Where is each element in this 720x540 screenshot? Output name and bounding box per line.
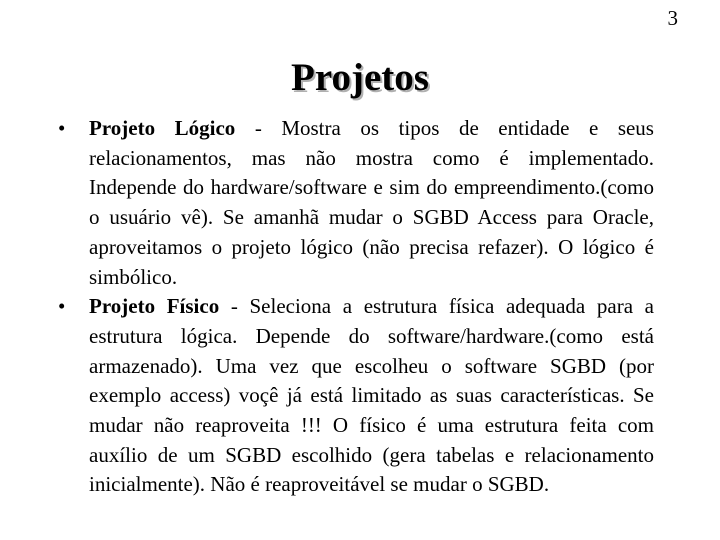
bullet-icon: • xyxy=(58,116,66,140)
bullet-list xyxy=(56,114,654,500)
page-number: 3 xyxy=(667,6,678,30)
bullet-item-projeto-logico xyxy=(56,114,654,292)
bullet-text: - Mostra os tipos de entidade e seus relacionamentos, mas não mostra como é implementado. Independe do hardware/software e sim do empreendimento.(como o usuário vê). Se amanhã mudar o SGBD Access para Oracle, aproveitamos o projeto lógico (não precisa refazer). O lógico é simbólico. xyxy=(89,116,654,289)
bullet-term: Projeto Lógico xyxy=(89,116,236,140)
slide-title: Projetos xyxy=(291,56,429,99)
bullet-icon: • xyxy=(58,294,66,319)
bullet-item-projeto-fisico xyxy=(56,292,654,500)
bullet-term: Projeto Físico xyxy=(89,294,220,319)
bullet-text: - Seleciona a estrutura física adequada para a estrutura lógica. Depende do software/hardware.(como está armazenado). Uma vez que escolheu o software SGBD (por exemplo access) voçê já está limitado as suas características. Se mudar não reaproveita !!! O físico é uma estrutura feita com auxílio de um SGBD escolhido (gera tabelas e relacionamento inicialmente). Não é reaproveitável se mudar o SGBD. xyxy=(89,294,654,497)
